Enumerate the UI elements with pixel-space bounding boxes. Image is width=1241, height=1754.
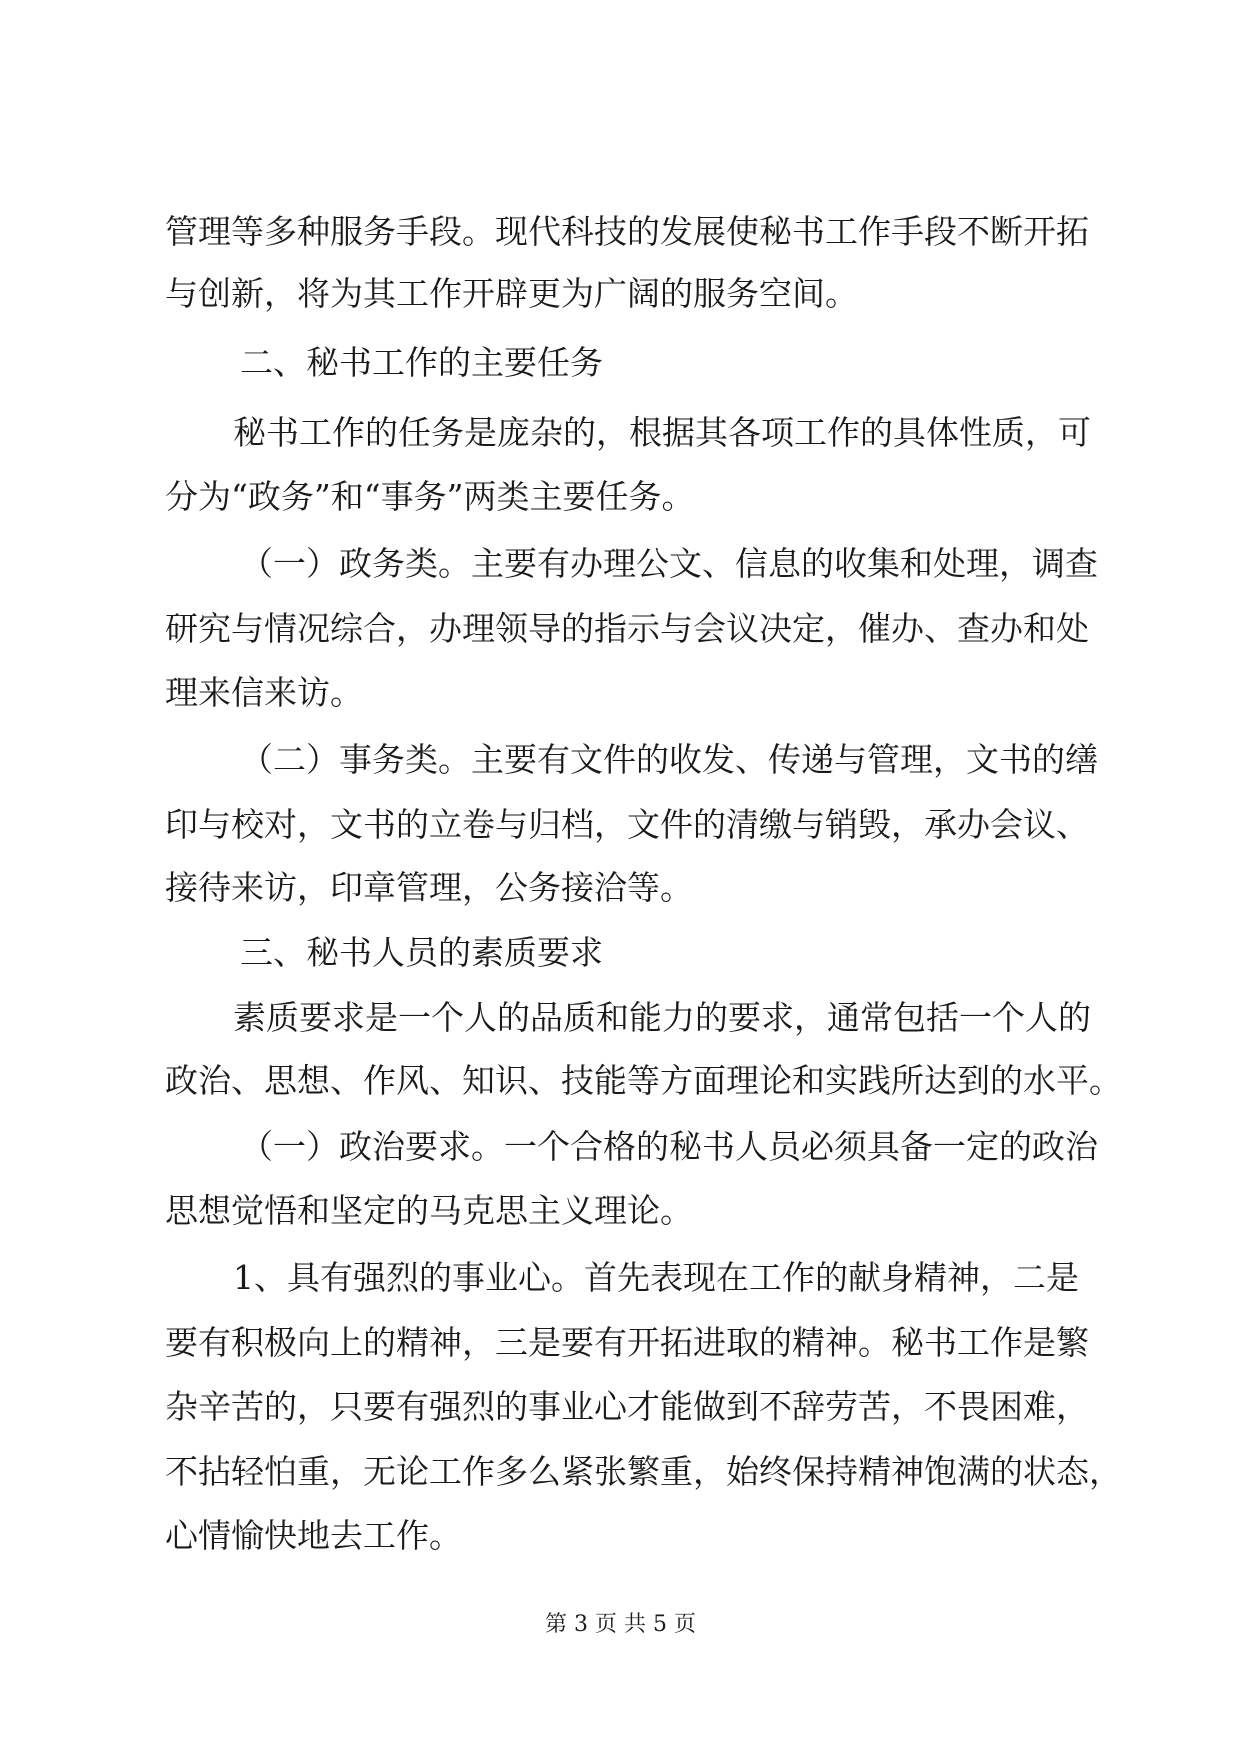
paragraph-line: 杂辛苦的，只要有强烈的事业心才能做到不辞劳苦，不畏困难， [165,1387,1089,1426]
section-heading: 二、秘书工作的主要任务 [240,343,603,382]
paragraph-line: 素质要求是一个人的品质和能力的要求，通常包括一个人的 [233,998,1091,1037]
paragraph-line: 分为“政务”和“事务”两类主要任务。 [165,477,695,516]
paragraph-line: 印与校对，文书的立卷与归档，文件的清缴与销毁，承办会议、 [165,805,1089,844]
paragraph-line: 理来信来访。 [165,673,363,712]
section-heading: 三、秘书人员的素质要求 [240,933,603,972]
paragraph-line: 研究与情况综合，办理领导的指示与会议决定，催办、查办和处 [165,609,1089,648]
page-number-footer: 第 3 页 共 5 页 [545,1612,696,1637]
paragraph-line: 与创新，将为其工作开辟更为广阔的服务空间。 [165,274,858,313]
paragraph-line: 管理等多种服务手段。现代科技的发展使秘书工作手段不断开拓 [165,212,1089,251]
paragraph-line: 要有积极向上的精神，三是要有开拓进取的精神。秘书工作是繁 [165,1323,1089,1362]
paragraph-line: 秘书工作的任务是庞杂的，根据其各项工作的具体性质，可 [233,413,1091,452]
subsection-line: （二）事务类。主要有文件的收发、传递与管理，文书的缮 [240,740,1098,779]
paragraph-line: 心情愉快地去工作。 [165,1516,462,1555]
paragraph-line: 思想觉悟和坚定的马克思主义理论。 [165,1191,693,1230]
paragraph-line: 不拈轻怕重，无论工作多么紧张繁重，始终保持精神饱满的状态， [165,1452,1122,1491]
subsection-line: （一）政治要求。一个合格的秘书人员必须具备一定的政治 [240,1127,1098,1166]
paragraph-line: 1、具有强烈的事业心。首先表现在工作的献身精神，二是 [233,1258,1079,1297]
paragraph-line: 接待来访，印章管理，公务接洽等。 [165,868,693,907]
subsection-line: （一）政务类。主要有办理公文、信息的收集和处理，调查 [240,544,1098,583]
paragraph-line: 政治、思想、作风、知识、技能等方面理论和实践所达到的水平。 [165,1061,1122,1100]
